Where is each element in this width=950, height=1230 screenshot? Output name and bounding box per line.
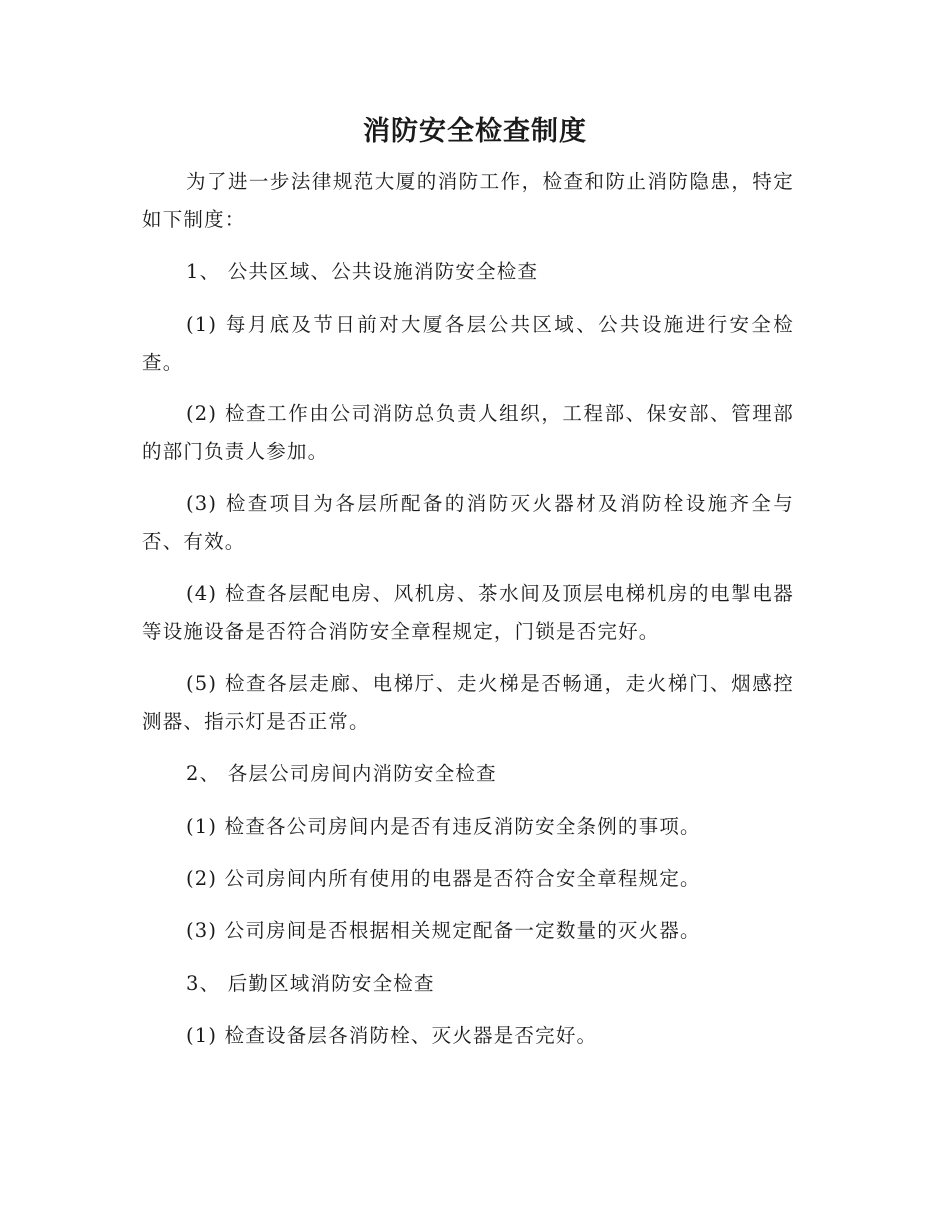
section-1-item-5: (5) 检查各层走廊、电梯厅、走火梯是否畅通，走火梯门、烟感控测器、指示灯是否正常。 [142,672,794,733]
section-2-item-1: (1) 检查各公司房间内是否有违反消防安全条例的事项。 [186,815,701,838]
section-3-heading: 3、 后勤区域消防安全检查 [186,972,435,995]
section-3-item-1: (1) 检查设备层各消防栓、灭火器是否完好。 [186,1024,598,1047]
section-2-item-3: (3) 公司房间是否根据相关规定配备一定数量的灭火器。 [186,919,701,942]
section-1-heading: 1、 公共区域、公共设施消防安全检查 [186,260,539,283]
section-1-item-4: (4) 检查各层配电房、风机房、茶水间及顶层电梯机房的电掣电器等设施设备是否符合消防安全章程规定，门锁是否完好。 [142,582,794,643]
section-2-heading: 2、 各层公司房间内消防安全检查 [186,762,497,785]
section-1-item-2: (2) 检查工作由公司消防总负责人组织，工程部、保安部、管理部的部门负责人参加。 [142,402,794,463]
section-1-item-3: (3) 检查项目为各层所配备的消防灭火器材及消防栓设施齐全与否、有效。 [142,492,794,553]
intro-paragraph: 为了进一步法律规范大厦的消防工作，检查和防止消防隐患，特定如下制度： [142,170,794,231]
section-1-item-1: (1) 每月底及节日前对大厦各层公共区域、公共设施进行安全检查。 [142,313,794,374]
section-2-item-2: (2) 公司房间内所有使用的电器是否符合安全章程规定。 [186,867,701,890]
document-title: 消防安全检查制度 [363,116,587,147]
